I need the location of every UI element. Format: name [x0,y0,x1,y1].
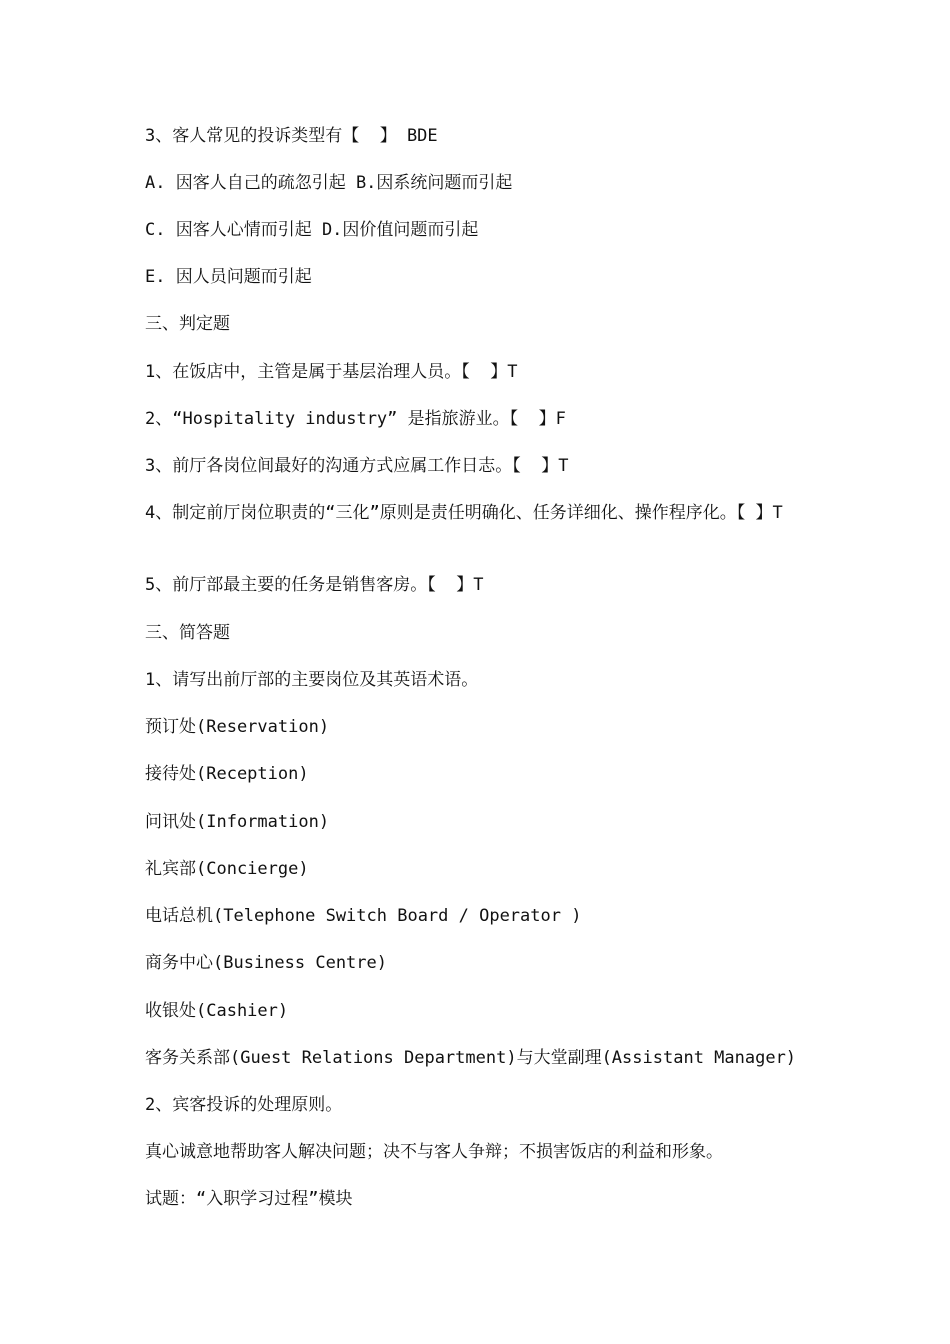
short-answer-question-2: 2、宾客投诉的处理原则。 [145,1095,343,1115]
true-false-item-1: 1、在饭店中，主管是属于基层治理人员。【 】T [145,362,518,382]
answer-reception: 接待处(Reception) [145,764,309,784]
true-false-item-4: 4、制定前厅岗位职责的“三化”原则是责任明确化、任务详细化、操作程序化。【 】T [145,503,783,523]
question-complaint-types: 3、客人常见的投诉类型有【 】 BDE [145,126,438,146]
short-answer-question-1: 1、请写出前厅部的主要岗位及其英语术语。 [145,670,479,690]
answer-guest-relations: 客务关系部(Guest Relations Department)与大堂副理(Assistant Manager) [145,1048,797,1068]
answer-concierge: 礼宾部(Concierge) [145,859,309,879]
answer-cashier: 收银处(Cashier) [145,1001,289,1021]
true-false-item-3: 3、前厅各岗位间最好的沟通方式应属工作日志。【 】T [145,456,569,476]
options-a-b: A. 因客人自己的疏忽引起 B.因系统问题而引起 [145,173,513,193]
section-heading-true-false: 三、判定题 [145,314,230,334]
option-e: E. 因人员问题而引起 [145,267,312,287]
options-c-d: C. 因客人心情而引起 D.因价值问题而引起 [145,220,479,240]
answer-operator: 电话总机(Telephone Switch Board / Operator ) [145,906,582,926]
answer-business-centre: 商务中心(Business Centre) [145,953,387,973]
answer-information: 问讯处(Information) [145,812,330,832]
true-false-item-2: 2、“Hospitality industry” 是指旅游业。【 】F [145,409,566,429]
answer-reservation: 预订处(Reservation) [145,717,330,737]
answer-complaint-principles: 真心诚意地帮助客人解决问题；决不与客人争辩；不损害饭店的利益和形象。 [145,1142,723,1162]
section-heading-short-answer: 三、简答题 [145,623,230,643]
module-title: 试题：“入职学习过程”模块 [145,1189,353,1209]
true-false-item-5: 5、前厅部最主要的任务是销售客房。【 】T [145,575,484,595]
